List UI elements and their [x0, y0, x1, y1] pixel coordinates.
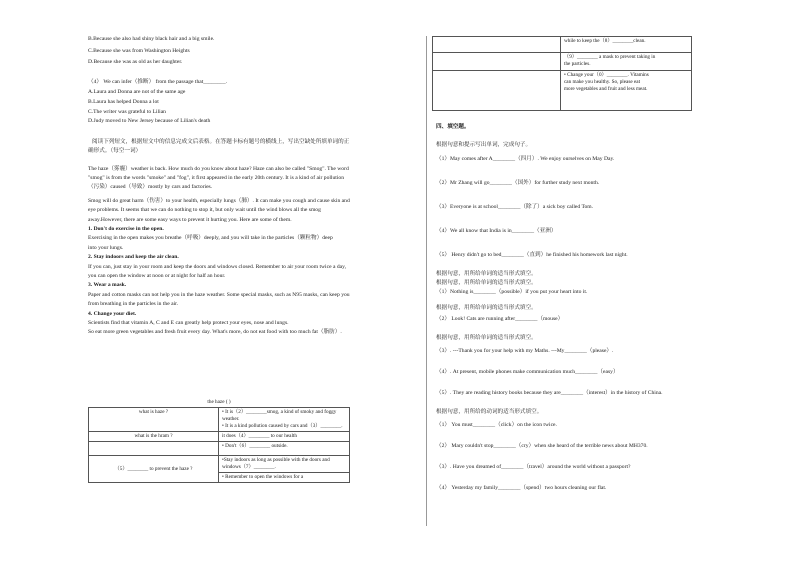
q5-item-2: （2） Mary couldn't stop________（cry）when she heard of the terrible news about MH370.	[436, 443, 648, 449]
option-d: D.Because she was as old as her daughter.	[88, 59, 183, 66]
right-empty-2	[433, 53, 561, 71]
q1-item-5: （5） Henry didn't go to bed________（直到）he finished his homework last night.	[436, 252, 628, 258]
row-cell-dont: • Don't（6）________ outside.	[219, 442, 350, 456]
q5-item-3: （3）. Have you dreamed of________（travel）around the world without a passport?	[436, 464, 631, 470]
tip-2: 2. Stay indoors and keep the air clean. If you can, just stay in your room and keep the doors and windows closed. Remember to air your room twice a day, you can open the window at noon or at night for half an hour.	[88, 254, 346, 280]
q5-item-1: （1） You must________（click）on the icon twice.	[436, 422, 557, 428]
haze-table-left	[88, 398, 350, 483]
instruction-2a: 根据句意，用所给单词的适当形式填空。	[436, 271, 537, 277]
q5-item-4: （4） Yesterday my family________（spend）two hours cleaning our flat.	[436, 485, 607, 491]
row-label-empty	[89, 442, 219, 456]
q1-item-2: （2）Mr Zhang will go________（国外）for further study next month.	[436, 180, 600, 186]
option-c: C.Because she was from Washington Heights	[88, 47, 190, 54]
passage-harm: Smog will do great harm（伤害）to your health, especially lungs（肺）. It can make you cough and cause skin and eye problems. It seems that we can do nothing to stop it, but only wait until the wind blows all the smog away.However, there are some easy ways to prevent it hurting you. Here are some of them.	[88, 197, 350, 223]
row-label-what-is-haze: what is haze ?	[89, 408, 219, 432]
q4-option-b: B.Laura has helped Donna a lot	[88, 98, 159, 105]
reading-instruction: 阅读下列短文，根据短文中的信息完成文后表格。在答题卡标有题号的横线上，写出空缺处所填单词的正 确形式。（每空一词）	[88, 138, 350, 155]
q2-item-1: （1）Nothing is________（possible）if you put your heart into it.	[436, 289, 588, 295]
row-cell-stay-indoors: •Stay indoors as long as possible with the doors and windows（7）________.	[219, 456, 350, 473]
row-cell-what-is-haze: • It is（2）________smog, a kind of smoky and foggy weather. • It is a kind pollution caused by cars and（3）________.	[219, 408, 350, 432]
passage-intro: The haze（雾霾）weather is back. How much do you know about haze? Haze can also be called "Smog". The word "smog" is from the words "smoke" and "fog", it first appeared in the early 20th century. It is a kind of air pollution （污染）caused（导致）mostly by cars and factories.	[88, 165, 349, 191]
tip-4: 4. Change your diet. Scientists find that vitamin A, C and E can greatly help protect your eyes, nose and lungs. So eat more green vegetables and fresh fruit every day. What's more, do not eat food with too much fat（脂肪）.	[88, 310, 342, 336]
instruction-5: 根据句意，用所给的动词的适当形式填空。	[436, 409, 543, 415]
instruction-2b: 根据句意，用所给单词的适当形式填空。	[436, 280, 537, 286]
row-label-harm: what is the hram ?	[89, 432, 219, 442]
right-cell-9: （9）________ a mask to prevent taking in the particles.	[561, 53, 692, 71]
row-cell-harm: it does（4）________ to our health	[219, 432, 350, 442]
right-cell-8: while to keep the（8）________clean.	[561, 37, 692, 53]
row-label-prevent: （5）________ to prevent the haze ?	[89, 456, 219, 483]
q4-item-5: （5）. They are reading history books because they are________（interest）in the history of China.	[436, 390, 663, 396]
q4-item-3: （3）. ---Thank you for your help with my Maths. ---My________（please）.	[436, 348, 614, 354]
q1-item-4: （4）We all know that India is in________（亚洲）	[436, 228, 557, 234]
haze-table-right	[432, 36, 692, 111]
left-column	[88, 36, 410, 338]
q1-item-3: （3）Everyone is at school________（除了）a sick boy called Tom.	[436, 204, 594, 210]
right-empty-3	[433, 71, 561, 111]
section-title: 四、填空题。	[436, 124, 470, 130]
instruction-4: 根据句意，用所给单词的适当形式填空。	[436, 335, 537, 341]
q4-option-d: D.Judy moved to New Jersey because of Lilian's death	[88, 118, 211, 125]
instruction-1: 根据句意和提示写出单词，完成句子。	[436, 142, 532, 148]
q4-option-a: A.Laura and Donna are not of the same age	[88, 89, 186, 96]
q4-item-4: （4）. At present, mobile phones make communication much________（easy）	[436, 369, 619, 375]
q4-option-c: C.The writer was grateful to Lilian	[88, 108, 166, 115]
column-divider	[426, 36, 427, 526]
row-cell-open-windows: • Remember to open the windows for a	[219, 473, 350, 483]
right-cell-10: • Change your（0）________. Vitamins can make you healthy. So, please eat more vegetables and fruit and less meat.	[561, 71, 692, 111]
tip-3: 3. Wear a mask. Paper and cotton masks can not help you in the haze weather. Some special masks, such as N95 masks, can keep you from breathing in the particles in the air.	[88, 282, 350, 308]
table-header: the haze ( )	[89, 398, 350, 408]
right-empty-1	[433, 37, 561, 53]
q1-item-1: （1）May comes after A________（四月）. We enjoy ourselves on May Day.	[436, 156, 615, 162]
instruction-3: 根据句意，用所给单词的适当形式填空。	[436, 305, 537, 311]
question-4: （4） We can infer（推断） from the passage that________.	[88, 78, 228, 85]
tip-1: 1. Don't do exercise in the open. Exercising in the open makes you breathe（呼吸）deeply, and you will take in the particles（颗粒物）deep into your lungs.	[88, 226, 333, 251]
q3-item-2: （2） Look! Cats are running after________（mouse）	[436, 316, 564, 322]
option-b: B.Because she also had shiny black hair and a big smile.	[88, 36, 215, 42]
fill-blank-section	[436, 124, 736, 492]
